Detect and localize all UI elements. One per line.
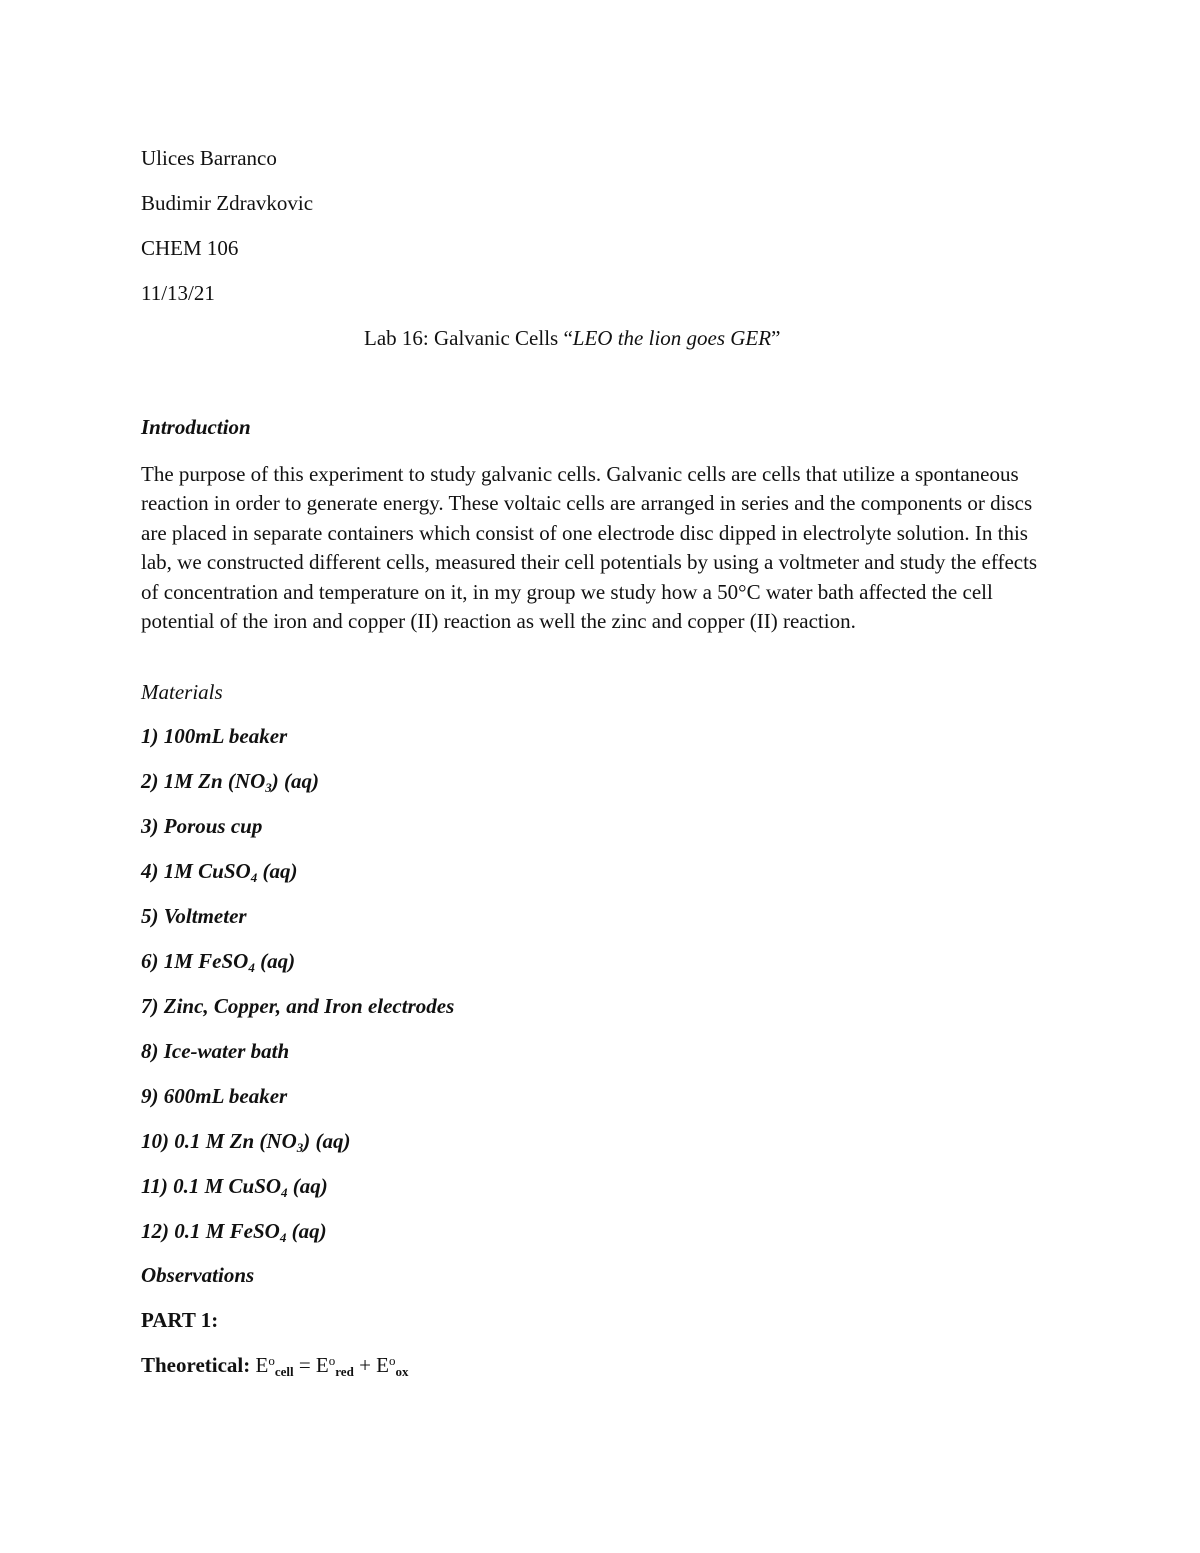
material-text: 1) 100mL beaker (141, 724, 288, 748)
material-text: 9) 600mL beaker (141, 1084, 288, 1108)
material-text: 7) Zinc, Copper, and Iron electrodes (141, 994, 455, 1018)
observations-heading: Observations (141, 1263, 255, 1287)
material-item (141, 814, 262, 838)
instructor-name: Budimir Zdravkovic (141, 191, 314, 215)
material-item (141, 1039, 289, 1063)
equation-term-cell: $E^o_{cell} = E^o_{red} + E^o_{ox}$ (250, 1353, 409, 1379)
materials-heading: Materials (141, 680, 223, 704)
title-open-quote: “ (563, 326, 573, 350)
course-code: CHEM 106 (141, 236, 239, 260)
material-text: 3) Porous cup (141, 814, 263, 838)
material-text: 4) 1M CuSO (141, 859, 251, 883)
material-text-suffix: (aq) (286, 1219, 327, 1243)
material-text: 5) Voltmeter (141, 904, 247, 928)
material-subscript: 4 (248, 960, 255, 975)
material-text: 10) 0.1 M Zn (NO (141, 1129, 297, 1153)
material-text-suffix: ) (aq) (271, 769, 319, 793)
material-text: 12) 0.1 M FeSO (141, 1219, 280, 1243)
title-close-quote: ” (771, 326, 781, 350)
material-item (141, 1084, 287, 1108)
title-motto: LEO the lion goes GER (572, 326, 772, 350)
material-text-suffix: (aq) (254, 949, 296, 973)
title-prefix: Lab 16: Galvanic Cells (364, 326, 564, 350)
material-item (141, 1129, 350, 1153)
introduction-body: The purpose of this experiment to study galvanic cells. Galvanic cells are cells that utilize a spontaneous reaction in order to generate energy. These voltaic cells are arranged in series and the components or discs are placed in separate containers which consist of one electrode disc dipped in electrolyte solution. In this lab, we constructed different cells, measured their cell potentials by using a voltmeter and study the effects of concentration and temperature on it, in my group we study how a 50°C water bath affected the cell potential of the iron and copper (II) reaction as well the zinc and copper (II) reaction. (141, 462, 1038, 634)
material-text: 8) Ice-water bath (141, 1039, 290, 1063)
material-subscript: 4 (250, 870, 258, 885)
material-subscript: 4 (279, 1230, 287, 1245)
introduction-paragraph (141, 460, 1046, 636)
material-text: 11) 0.1 M CuSO (141, 1174, 282, 1198)
material-item (141, 904, 247, 928)
material-item (141, 1174, 328, 1198)
part-heading: PART 1: (141, 1308, 219, 1332)
theoretical-equation (141, 1353, 408, 1377)
material-text-suffix: (aq) (257, 859, 298, 883)
material-subscript: 4 (281, 1185, 288, 1200)
material-subscript: 3 (265, 780, 272, 795)
material-item (141, 949, 295, 973)
author-name: Ulices Barranco (141, 146, 277, 170)
material-text-suffix: ) (aq) (303, 1129, 351, 1153)
report-title (364, 326, 780, 350)
material-subscript: 3 (296, 1140, 304, 1155)
material-item (141, 769, 319, 793)
material-item (141, 859, 297, 883)
material-item (141, 1219, 327, 1243)
material-text: 2) 1M Zn (NO (141, 769, 266, 793)
material-text: 6) 1M FeSO (141, 949, 249, 973)
material-item (141, 994, 454, 1018)
theoretical-label: Theoretical: (141, 1353, 251, 1377)
introduction-heading: Introduction (141, 415, 251, 439)
material-text-suffix: (aq) (287, 1174, 328, 1198)
report-date: 11/13/21 (141, 281, 215, 305)
material-item (141, 724, 287, 748)
